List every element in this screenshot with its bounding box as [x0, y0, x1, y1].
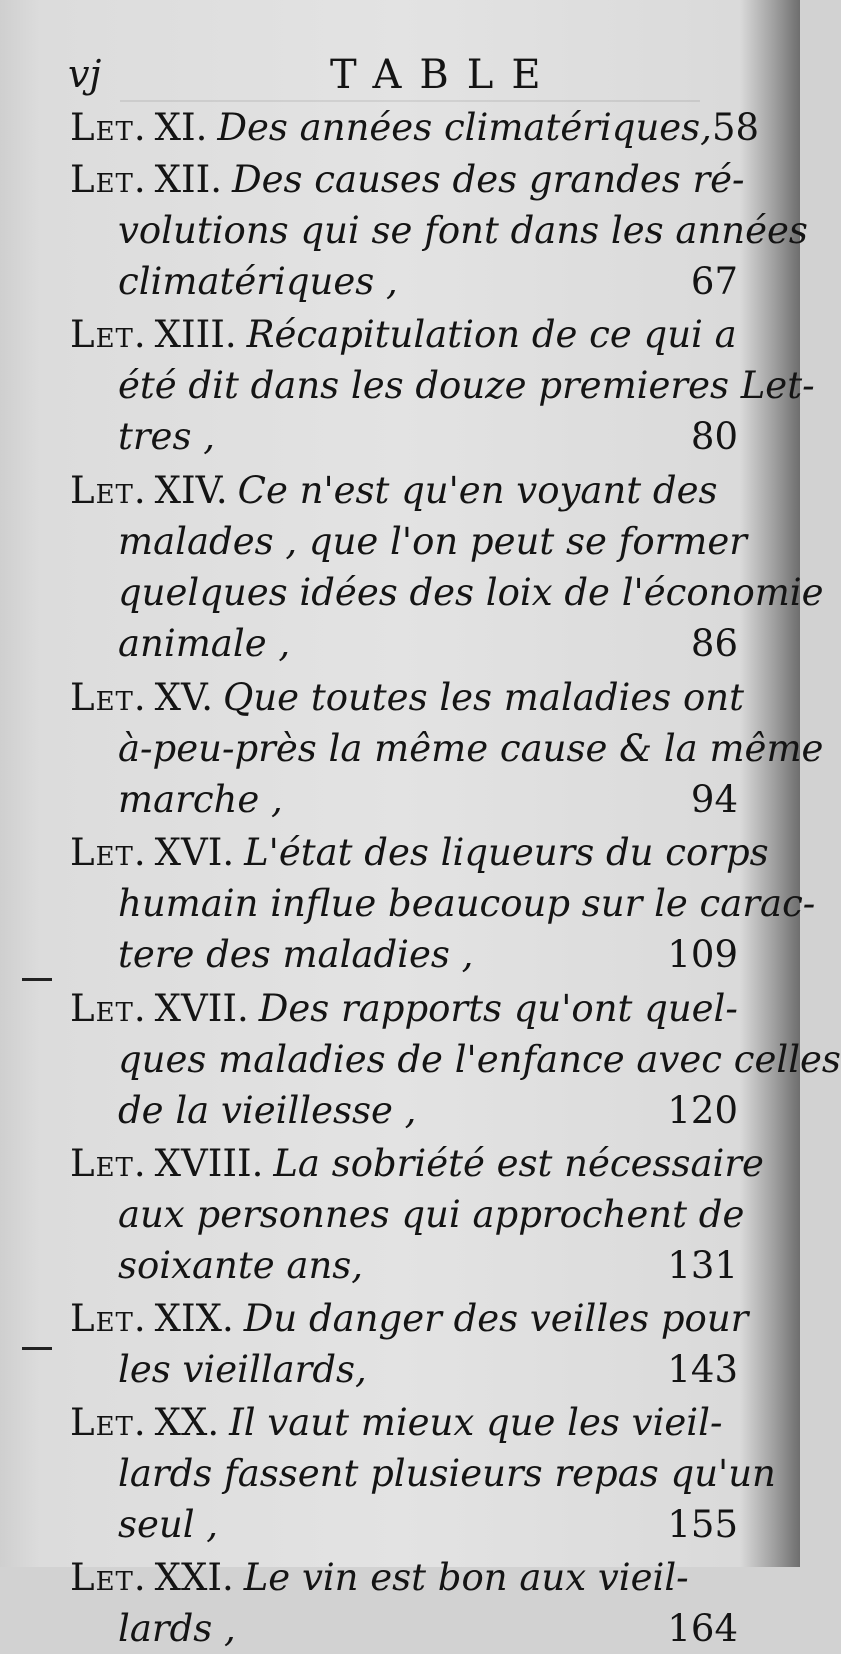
letter-number: XVII.: [154, 986, 249, 1030]
letter-number: XII.: [154, 157, 222, 201]
entry-title-text: tere des maladies ,: [118, 933, 474, 977]
entry-title-text: animale ,: [118, 621, 291, 665]
entry-title-text: climatériques ,: [118, 259, 398, 303]
page-number: vj: [68, 52, 102, 96]
toc-line: [70, 929, 742, 980]
toc-line-text: [70, 102, 712, 153]
page-reference: 143: [667, 1348, 738, 1392]
toc-line-text: [118, 256, 398, 307]
toc-entry: [70, 1293, 749, 1395]
entry-title-text: seul ,: [118, 1503, 219, 1546]
toc-line-text: [118, 727, 823, 770]
toc-line-text: [70, 676, 744, 719]
entry-title-text: à-peu-près la même cause & la même: [118, 726, 824, 770]
toc-entry: [70, 983, 841, 1136]
entry-title-text: Le vin est bon aux vieil-: [243, 1556, 689, 1600]
toc-line-text: [118, 209, 808, 252]
toc-line-text: [70, 1401, 722, 1444]
toc-line: [70, 567, 824, 618]
entry-title-text: Il vaut mieux que les vieil-: [229, 1401, 723, 1444]
toc-line: [70, 1397, 742, 1448]
letter-label: Let.: [70, 1142, 147, 1185]
toc-line: [70, 1034, 841, 1085]
letter-number: XI.: [154, 106, 208, 149]
letter-number: XX.: [154, 1401, 220, 1444]
page-reference: 80: [690, 415, 738, 459]
entry-title-text: Que toutes les maladies ont: [223, 675, 744, 719]
letter-number: XXI.: [154, 1556, 234, 1600]
page-reference: 67: [690, 259, 738, 303]
toc-line-text: [118, 364, 815, 407]
toc-entry: [70, 827, 816, 980]
entry-title-text: soixante ans,: [118, 1244, 364, 1287]
toc-line-text: [118, 774, 283, 825]
entry-title-text: humain influe beaucoup sur le carac-: [118, 882, 816, 926]
entry-title-text: volutions qui se font dans les années: [118, 208, 808, 252]
toc-line: [70, 465, 742, 516]
letter-number: XVIII.: [154, 1142, 264, 1185]
toc-line-text: [118, 1240, 363, 1291]
letter-label: Let.: [70, 1401, 147, 1444]
letter-label: Let.: [70, 986, 147, 1030]
page-reference: 58: [711, 106, 760, 149]
toc-line: [70, 360, 815, 411]
page-reference: 120: [667, 1088, 738, 1132]
toc-line-text: [118, 1344, 367, 1395]
toc-entry: [70, 309, 815, 462]
entry-title-text: lards fassent plusieurs repas qu'un: [118, 1452, 776, 1495]
toc-line: [70, 102, 760, 153]
toc-line: [70, 1344, 742, 1395]
toc-line-text: [118, 520, 747, 563]
letter-number: XIV.: [154, 468, 228, 512]
toc-line-text: [118, 1603, 236, 1654]
toc-line-text: [118, 1499, 218, 1550]
toc-entry: [70, 154, 808, 307]
toc-entry: [70, 1138, 764, 1291]
margin-mark: [22, 1347, 52, 1350]
toc-line: [70, 1448, 776, 1499]
toc-line-text: [118, 882, 815, 925]
toc-entry: [70, 1397, 776, 1550]
entry-title-text: lards ,: [118, 1607, 236, 1651]
toc-line-text: [118, 1193, 744, 1236]
letter-number: XVI.: [154, 831, 235, 875]
toc-line: [70, 1085, 742, 1136]
toc-line: [70, 256, 742, 307]
toc-line-text: [70, 1297, 748, 1340]
toc-line: [70, 154, 745, 205]
toc-line: [70, 827, 769, 878]
entry-title-text: Des années climatériques,: [217, 106, 712, 149]
toc-line: [70, 1499, 742, 1550]
toc-entry: [70, 465, 824, 669]
margin-mark: [22, 978, 52, 981]
toc-line-text: [118, 1038, 841, 1081]
letter-label: Let.: [70, 468, 147, 512]
toc-line-text: [118, 411, 215, 462]
toc-line-text: [70, 987, 738, 1030]
entry-title-text: Des causes des grandes ré-: [232, 157, 745, 201]
letter-label: Let.: [70, 1556, 147, 1600]
toc-line: [70, 1603, 742, 1654]
entry-title-text: La sobriété est nécessaire: [273, 1142, 764, 1185]
entry-title-text: ques maladies de l'enfance avec celles: [118, 1037, 841, 1081]
toc-entry: [70, 102, 760, 153]
toc-line-text: [70, 831, 769, 874]
entry-title-text: L'état des liqueurs du corps: [244, 831, 769, 875]
toc-line: [70, 1552, 742, 1603]
entry-title-text: aux personnes qui approchent de: [118, 1193, 745, 1236]
letter-label: Let.: [70, 106, 147, 149]
entry-title-text: Des rapports qu'ont quel-: [258, 986, 738, 1030]
entry-title-text: tres ,: [118, 415, 215, 459]
toc-line-text: [70, 1556, 689, 1599]
page-reference: 155: [667, 1503, 738, 1546]
toc-line: [70, 774, 742, 825]
page-header: [62, 52, 752, 100]
toc-entry: [70, 1552, 742, 1654]
toc-line: [70, 878, 816, 929]
entry-title-text: été dit dans les douze premieres Let-: [118, 364, 815, 408]
letter-label: Let.: [70, 313, 147, 357]
toc-line: [70, 205, 808, 256]
page-reference: 131: [667, 1244, 738, 1287]
toc-line-text: [70, 469, 717, 512]
letter-label: Let.: [70, 675, 147, 719]
toc-line-text: [118, 1085, 416, 1136]
toc-line: [70, 1138, 764, 1189]
toc-line-text: [118, 571, 824, 614]
page-reference: 109: [667, 933, 738, 977]
toc-line: [70, 516, 747, 567]
entry-title-text: marche ,: [118, 777, 283, 821]
entry-title-text: Récapitulation de ce qui a: [246, 313, 737, 357]
letter-number: XIII.: [154, 313, 237, 357]
entry-title-text: les vieillards,: [118, 1348, 367, 1392]
entry-title-text: Du danger des veilles pour: [243, 1297, 749, 1341]
page-reference: 86: [690, 621, 738, 665]
toc-line: [70, 618, 742, 669]
toc-line: [70, 723, 824, 774]
entry-title-text: Ce n'est qu'en voyant des: [237, 468, 718, 512]
letter-label: Let.: [70, 831, 147, 875]
toc-line-text: [70, 158, 745, 201]
entry-title-text: malades , que l'on peut se former: [118, 519, 747, 563]
entry-title-text: quelques idées des loix de l'économie: [118, 570, 824, 614]
toc-line: [70, 1293, 749, 1344]
toc-line-text: [118, 1452, 776, 1495]
toc-line: [70, 983, 742, 1034]
letter-label: Let.: [70, 1297, 147, 1341]
letter-number: XV.: [154, 675, 214, 719]
letter-label: Let.: [70, 157, 147, 201]
page-reference: 94: [690, 777, 738, 821]
toc-line-text: [70, 1142, 764, 1185]
toc-line: [70, 411, 742, 462]
page-reference: 164: [667, 1607, 738, 1651]
toc-line: [70, 1189, 745, 1240]
running-title: TABLE: [330, 52, 559, 98]
toc-line-text: [118, 929, 473, 980]
toc-line: [70, 1240, 742, 1291]
toc-line-text: [118, 618, 290, 669]
letter-number: XIX.: [154, 1297, 234, 1341]
toc-line-text: [70, 313, 737, 356]
toc-entry: [70, 672, 824, 825]
toc-line: [70, 309, 742, 360]
entry-title-text: de la vieillesse ,: [118, 1088, 417, 1132]
toc-line: [70, 672, 742, 723]
